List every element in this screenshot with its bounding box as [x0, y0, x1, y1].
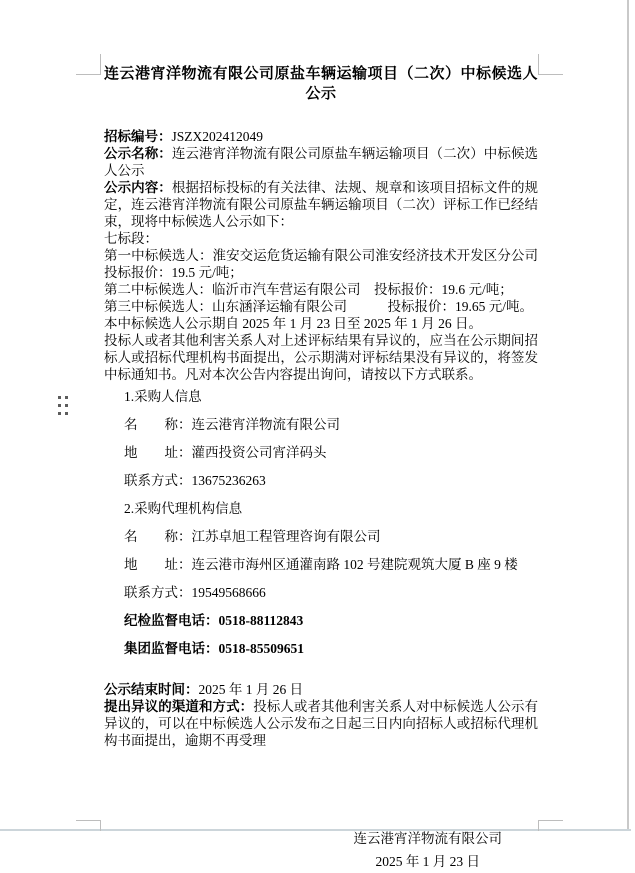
margin-crop-mark-bottom-left [76, 820, 101, 831]
notice-content-paragraph [104, 179, 538, 230]
end-time-line [104, 681, 538, 698]
bid-number-label: 招标编号： [104, 129, 172, 144]
margin-crop-mark-top-left [76, 54, 101, 75]
agency-name-label: 名 称： [124, 529, 192, 544]
purchaser-name-value: 连云港宵洋物流有限公司 [191, 417, 340, 432]
purchaser-contact-value: 13675236263 [191, 473, 266, 488]
purchaser-address-value: 灌西投资公司宵洋码头 [191, 445, 327, 460]
purchaser-contact-line [124, 467, 538, 495]
agency-contact-value: 19549568666 [191, 585, 266, 600]
document-title: 连云港宵洋物流有限公司原盐车辆运输项目（二次）中标候选人公示 [104, 66, 539, 102]
agency-name-value: 江苏卓旭工程管理咨询有限公司 [191, 529, 381, 544]
purchaser-name-line [124, 411, 538, 439]
discipline-phone-line [124, 607, 538, 635]
agency-heading: 2.采购代理机构信息 [124, 501, 243, 516]
margin-crop-mark-bottom-right [538, 820, 563, 831]
discipline-phone-value: 0518-88112843 [218, 613, 304, 628]
candidate-line-2: 第二中标候选人：临沂市汽车营运有限公司 投标报价：19.6 元/吨； [104, 282, 513, 297]
objection-channel-paragraph [104, 698, 538, 749]
closing-block [104, 681, 538, 749]
bid-number-line [104, 128, 538, 145]
group-phone-line [124, 635, 538, 663]
end-time-value: 2025 年 1 月 26 日 [198, 682, 304, 697]
purchaser-address-line [124, 439, 538, 467]
notice-content-label: 公示内容： [104, 180, 172, 195]
end-time-label: 公示结束时间： [104, 682, 199, 697]
document-body [104, 64, 552, 873]
objection-channel-label: 提出异议的渠道和方式： [104, 699, 254, 714]
candidate-line-1: 第一中标候选人：淮安交运危货运输有限公司淮安经济技术开发区分公司 投标报价：19.5 元/吨； [104, 248, 552, 280]
objection-paragraph: 投标人或者其他利害关系人对上述评标结果有异议的，应当在公示期间招标人或招标代理机构书面提出，公示期满对评标结果没有异议的，将签发中标通知书。凡对本次公告内容提出询问，请按以下方式联系。 [104, 333, 538, 382]
agency-name-line [124, 523, 538, 551]
group-phone-value: 0518-85509651 [218, 641, 304, 656]
agency-address-line [124, 551, 538, 579]
discipline-phone-label: 纪检监督电话： [124, 613, 219, 628]
publicity-period-line: 本中标候选人公示期自 2025 年 1 月 23 日至 2025 年 1 月 26 日。 [104, 316, 482, 331]
signature-company: 连云港宵洋物流有限公司 [353, 831, 502, 846]
section-heading: 七标段： [104, 231, 158, 246]
drag-handle-dots-icon [58, 396, 68, 415]
candidate-line-3: 第三中标候选人：山东涵泽运输有限公司 投标报价：19.65 元/吨。 [104, 299, 533, 314]
purchaser-heading: 1.采购人信息 [124, 389, 202, 404]
bid-number-value: JSZX202412049 [171, 129, 264, 144]
contact-info-block [124, 383, 538, 663]
page-right-edge [627, 0, 629, 830]
purchaser-address-label: 地 址： [124, 445, 192, 460]
signature-block [354, 827, 503, 873]
notice-name-line [104, 145, 538, 179]
signature-date: 2025 年 1 月 23 日 [375, 854, 481, 869]
purchaser-contact-label: 联系方式： [124, 473, 192, 488]
notice-name-label: 公示名称： [104, 146, 172, 161]
purchaser-name-label: 名 称： [124, 417, 192, 432]
agency-address-label: 地 址： [124, 557, 192, 572]
margin-crop-mark-top-right [538, 54, 563, 75]
agency-contact-line [124, 579, 538, 607]
objection-channel-value: 投标人或者其他利害关系人对中标候选人公示有异议的，可以在中标候选人公示发布之日起三日内向招标人或招标代理机构书面提出，逾期不再受理 [104, 699, 539, 748]
agency-address-value: 连云港市海州区通灌南路 102 号建院观筑大厦 B 座 9 楼 [191, 557, 518, 572]
notice-content-value: 根据招标投标的有关法律、法规、规章和该项目招标文件的规定，连云港宵洋物流有限公司原盐车辆运输项目（二次）评标工作已经结束，现将中标候选人公示如下： [104, 180, 539, 229]
agency-contact-label: 联系方式： [124, 585, 192, 600]
notice-name-value: 连云港宵洋物流有限公司原盐车辆运输项目（二次）中标候选人公示 [104, 146, 539, 178]
group-phone-label: 集团监督电话： [124, 641, 219, 656]
